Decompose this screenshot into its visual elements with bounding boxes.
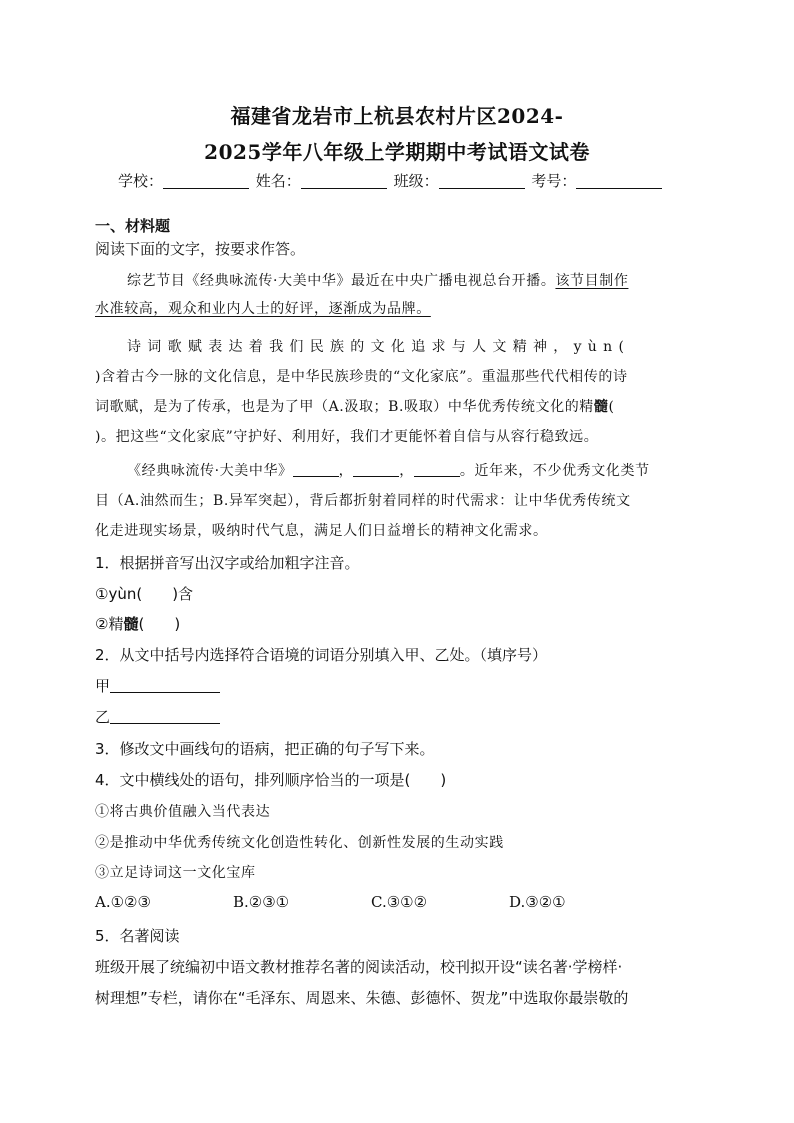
- passage-p2-line1: 诗词歌赋表达着我们民族的文化追求与人文精神，yùn(: [127, 339, 631, 355]
- passage-p3-comma-1: ，: [338, 463, 354, 479]
- class-blank[interactable]: [439, 172, 525, 189]
- option-b[interactable]: B.②③①: [233, 893, 290, 911]
- exam-number-label: 考号：: [531, 172, 577, 190]
- bold-character: 髓: [593, 399, 609, 415]
- question-5-text-1: 班级开展了统编初中语文教材推荐名著的阅读活动，校刊拟开设“读名著·学榜样·: [95, 958, 623, 976]
- question-1-item-2: [95, 613, 180, 634]
- question-2-jia-row: [95, 675, 220, 696]
- passage-p3-line3: 化走进现实场景，吸纳时代气息，满足人们日益增长的精神文化需求。: [95, 523, 548, 539]
- passage-p1-underlined-a: 该节目制作: [555, 273, 629, 289]
- name-label: 姓名：: [255, 172, 301, 190]
- section-heading: 一、材料题: [95, 217, 171, 235]
- passage-p3-line2: 目（A.油然而生；B.异军突起），背后都折射着同样的时代需求：让中华优秀传统文: [95, 493, 631, 509]
- passage-p3-b: 。近年来，不少优秀文化类节: [459, 463, 650, 479]
- question-1-item-2-a: ②精: [95, 615, 124, 633]
- question-2-jia-answer[interactable]: [110, 678, 220, 693]
- question-2-jia-label: 甲: [95, 677, 111, 695]
- name-blank[interactable]: [301, 172, 387, 189]
- exam-title-line1: 福建省龙岩市上杭县农村片区2024-: [230, 104, 564, 128]
- option-a[interactable]: A.①②③: [95, 893, 151, 911]
- question-5: 5．名著阅读: [95, 927, 180, 945]
- passage-p1-line2: [95, 298, 431, 318]
- option-d[interactable]: D.③②①: [509, 893, 566, 911]
- passage-p1-line1: [127, 270, 628, 290]
- question-4-sentence-3: ③立足诗词这一文化宝库: [95, 865, 256, 881]
- class-label: 班级：: [393, 172, 439, 190]
- passage-p1-underlined-b: 水准较高，观众和业内人士的好评，逐渐成为品牌。: [95, 301, 431, 317]
- section-instruction: 阅读下面的文字，按要求作答。: [95, 240, 306, 258]
- question-1-item-2-b: ( ): [138, 615, 181, 633]
- question-1: 1．根据拼音写出汉字或给加粗字注音。: [95, 554, 360, 572]
- blank-1[interactable]: [293, 462, 339, 477]
- school-label: 学校：: [118, 172, 164, 190]
- exam-title-line2: 2025学年八年级上学期期中考试语文试卷: [204, 140, 590, 164]
- passage-p2-line4: )。把这些“文化家底”守护好、利用好，我们才更能怀着自信与从容行稳致远。: [95, 429, 599, 445]
- question-5-text-2: 树理想”专栏，请你在“毛泽东、周恩来、朱德、彭德怀、贺龙”中选取你最崇敬的: [95, 989, 629, 1007]
- question-2-yi-label: 乙: [95, 708, 111, 726]
- passage-p2-c-end: (: [608, 399, 615, 415]
- blank-3[interactable]: [414, 462, 460, 477]
- question-4-sentence-1: ①将古典价值融入当代表达: [95, 804, 271, 820]
- passage-p1-a: 综艺节目《经典咏流传·大美中华》最近在中央广播电视总台开播。: [127, 273, 556, 289]
- option-c[interactable]: C.③①②: [371, 893, 428, 911]
- school-blank[interactable]: [163, 172, 249, 189]
- question-4: 4．文中横线处的语句，排列顺序恰当的一项是( ): [95, 771, 447, 789]
- exam-number-blank[interactable]: [576, 172, 662, 189]
- question-2: 2．从文中括号内选择符合语境的词语分别填入甲、乙处。（填序号）: [95, 646, 548, 664]
- question-4-sentence-2: ②是推动中华优秀传统文化创造性转化、创新性发展的生动实践: [95, 835, 504, 851]
- passage-p3-a: 《经典咏流传·大美中华》: [127, 463, 293, 479]
- passage-p2-c: 词歌赋，是为了传承，也是为了甲（A.汲取；B.吸取）中华优秀传统文化的精: [95, 399, 594, 415]
- question-2-yi-answer[interactable]: [110, 709, 220, 724]
- passage-p2-line2: )含着古今一脉的文化信息，是中华民族珍贵的“文化家底”。重温那些代代相传的诗: [95, 369, 628, 385]
- student-info-row: [118, 170, 678, 191]
- passage-p3-comma-2: ，: [399, 463, 414, 479]
- question-3: 3．修改文中画线句的语病，把正确的句子写下来。: [95, 740, 435, 758]
- question-1-item-1: ①yùn( )含: [95, 585, 194, 603]
- passage-p3-line1: [127, 460, 650, 480]
- blank-2[interactable]: [353, 462, 399, 477]
- question-1-bold-character: 髓: [123, 615, 139, 633]
- passage-p2-line3: [95, 396, 615, 416]
- question-2-yi-row: [95, 706, 220, 727]
